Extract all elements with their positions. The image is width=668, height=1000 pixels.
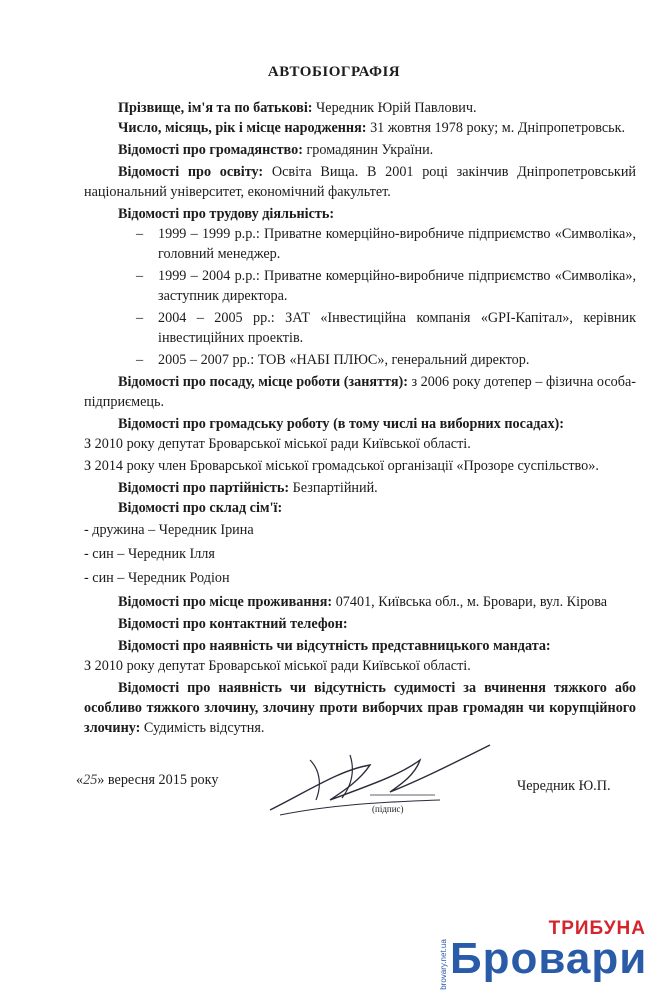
party-value: Безпартійний.: [289, 480, 378, 496]
citizenship-label: Відомості про громадянство:: [118, 142, 303, 158]
work-item-text: 1999 – 1999 р.р.: Приватне комерційно-виробниче підприємство «Символіка», головний менеджер.: [158, 226, 636, 262]
position-value: з 2006 року дотепер – фізична особа-підприємець.: [84, 374, 636, 410]
work-heading: [84, 204, 636, 224]
work-item-text: 1999 – 2004 р.р.: Приватне комерційно-виробниче підприємство «Символіка», заступник директора.: [158, 268, 636, 304]
brand-logo: [432, 916, 648, 988]
family-list: [84, 520, 636, 588]
work-label: Відомості про трудову діяльність:: [118, 206, 335, 222]
work-item: [84, 350, 636, 370]
mandate-heading: [84, 636, 636, 656]
name-paragraph: [84, 98, 636, 118]
public-line-2: З 2014 року член Броварської міської громадської організації «Прозоре суспільство».: [84, 458, 599, 474]
work-item-text: 2005 – 2007 рр.: ТОВ «НАБІ ПЛЮС», генеральний директор.: [158, 352, 530, 368]
mandate-value: З 2010 року депутат Броварської міської ради Київської області.: [84, 658, 471, 674]
position-paragraph: [84, 372, 636, 412]
criminal-paragraph: [84, 678, 636, 738]
work-item: [84, 308, 636, 348]
signature-caption: (підпис): [372, 804, 404, 814]
family-item: - син – Чередник Родіон: [84, 570, 230, 586]
public-heading: [84, 414, 636, 434]
birth-paragraph: [84, 118, 636, 138]
dash-mark: –: [136, 352, 144, 368]
document-body: [84, 98, 636, 738]
work-item-text: 2004 – 2005 рр.: ЗАТ «Інвестиційна компанія «GPI-Капітал», керівник інвестиційних проектів.: [158, 310, 636, 346]
family-item: - син – Чередник Ілля: [84, 546, 215, 562]
residence-paragraph: [84, 592, 636, 612]
handwritten-signature: [250, 730, 510, 830]
work-item: [84, 224, 636, 264]
party-label: Відомості про партійність:: [118, 480, 290, 496]
position-label: Відомості про посаду, місце роботи (заняття):: [118, 374, 408, 390]
phone-label: Відомості про контактний телефон:: [118, 616, 348, 632]
family-heading: [84, 498, 636, 518]
date-day: 25: [83, 772, 98, 788]
mandate-label: Відомості про наявність чи відсутність представницького мандата:: [118, 638, 551, 654]
education-value: Освіта Вища. В 2001 році закінчив Дніпропетровський національний університет, економічний факультет.: [84, 164, 637, 200]
education-label: Відомості про освіту:: [118, 164, 264, 180]
work-list: [84, 224, 636, 370]
citizenship-value: громадянин України.: [302, 142, 434, 158]
residence-label: Відомості про місце проживання:: [118, 594, 333, 610]
residence-value: 07401, Київська обл., м. Бровари, вул. Кірова: [332, 594, 608, 610]
logo-main-text: Бровари: [450, 934, 648, 983]
dash-mark: –: [136, 226, 144, 242]
birth-label: Число, місяць, рік і місце народження:: [118, 120, 367, 136]
family-label: Відомості про склад сім'ї:: [118, 500, 283, 516]
name-value: Чередник Юрій Павлович.: [312, 100, 477, 116]
criminal-value: Судимість відсутня.: [140, 720, 265, 736]
signature-date: [76, 772, 218, 789]
dash-mark: –: [136, 310, 144, 326]
logo-url-text: brovary.net.ua: [438, 939, 448, 990]
education-paragraph: [84, 162, 636, 202]
citizenship-paragraph: [84, 140, 636, 160]
public-line-1: З 2010 року депутат Броварської міської ради Київської області.: [84, 436, 471, 452]
criminal-label: Відомості про наявність чи відсутність судимості за вчинення тяжкого або особливо тяжкого злочину, злочину проти виборчих прав громадян чи корупційного злочину:: [84, 680, 636, 736]
family-item: - дружина – Чередник Ірина: [84, 522, 254, 538]
name-label: Прізвище, ім'я та по батькові:: [118, 100, 313, 116]
public-label: Відомості про громадську роботу (в тому числі на виборних посадах):: [118, 416, 565, 432]
signer-name: Чередник Ю.П.: [517, 778, 611, 794]
phone-paragraph: [84, 614, 636, 634]
document-title: АВТОБІОГРАФІЯ: [267, 64, 401, 80]
logo-top-text: ТРИБУНА: [548, 918, 646, 939]
work-item: [84, 266, 636, 306]
birth-value: 31 жовтня 1978 року; м. Дніпропетровськ.: [366, 120, 626, 136]
date-open: «: [76, 772, 84, 788]
date-rest: » вересня 2015 року: [97, 772, 219, 788]
party-paragraph: [84, 478, 636, 498]
dash-mark: –: [136, 268, 144, 284]
